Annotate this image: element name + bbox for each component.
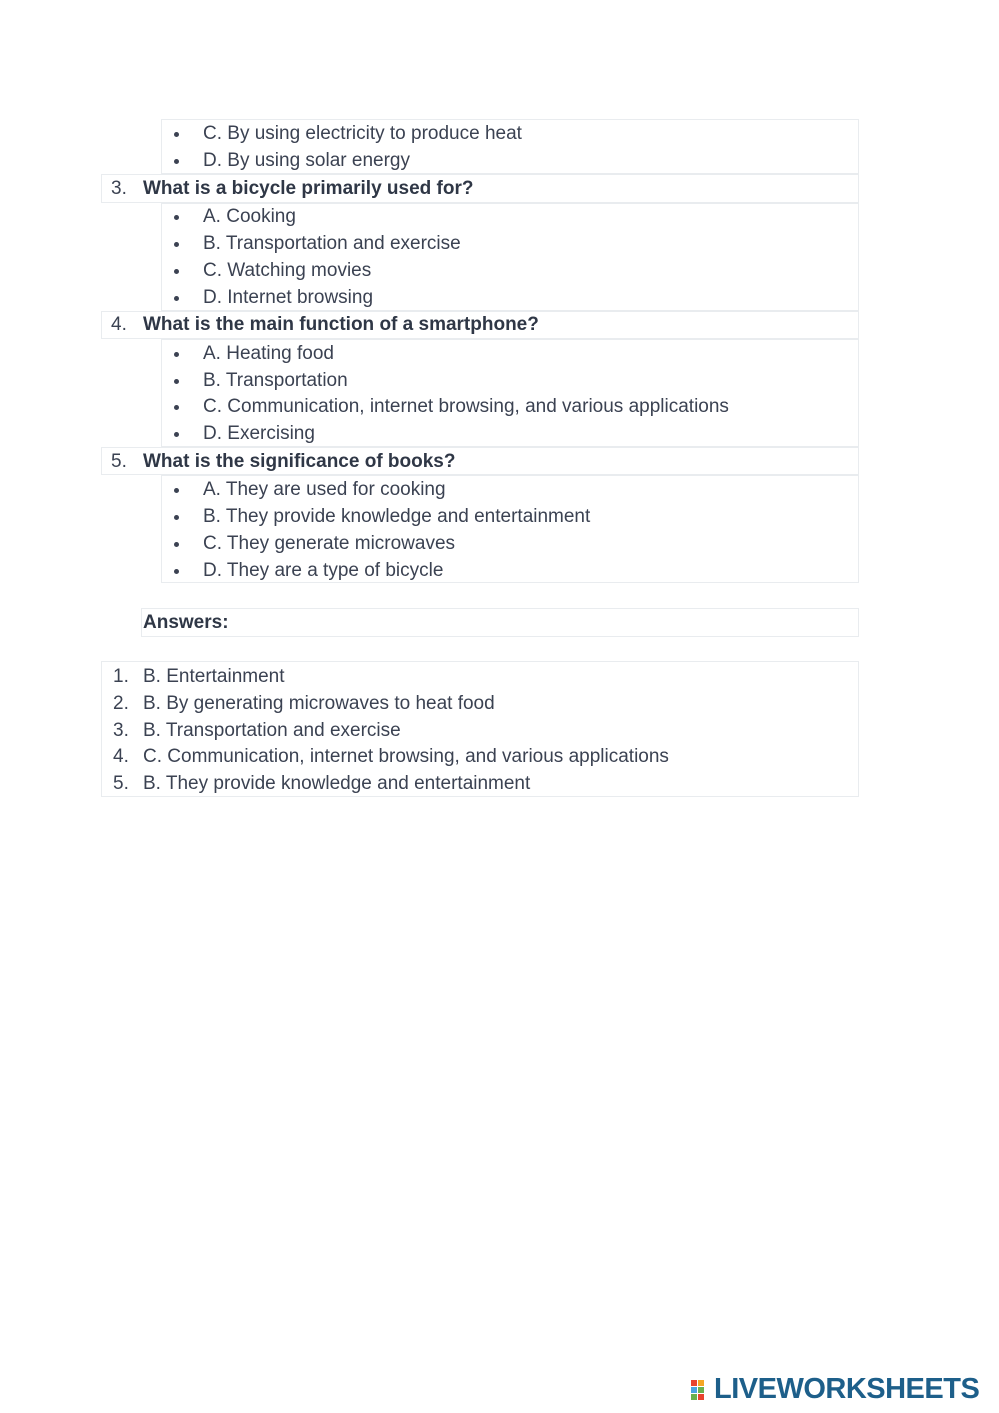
answer-text: B. By generating microwaves to heat food bbox=[143, 693, 495, 714]
answer-text: B. Transportation and exercise bbox=[143, 720, 401, 741]
question-text: What is the significance of books? bbox=[143, 451, 456, 472]
answer-text: B. They provide knowledge and entertainment bbox=[143, 773, 531, 794]
answer-number: 2. bbox=[113, 693, 129, 714]
option-text: D. Exercising bbox=[203, 423, 315, 444]
answer-number: 1. bbox=[113, 666, 129, 687]
answer-number: 4. bbox=[113, 746, 129, 767]
bullet-icon bbox=[174, 515, 179, 520]
bullet-icon bbox=[174, 432, 179, 437]
option-text: C. Watching movies bbox=[203, 260, 372, 281]
bullet-icon bbox=[174, 132, 179, 137]
bullet-icon bbox=[174, 379, 179, 384]
question-text: What is a bicycle primarily used for? bbox=[143, 178, 474, 199]
liveworksheets-logo[interactable] bbox=[690, 1373, 990, 1405]
option-text: B. Transportation bbox=[203, 370, 348, 391]
option-text: D. They are a type of bicycle bbox=[203, 560, 444, 581]
answer-text: B. Entertainment bbox=[143, 666, 285, 687]
option-text: D. Internet browsing bbox=[203, 287, 374, 308]
option-text: C. By using electricity to produce heat bbox=[203, 123, 522, 144]
bullet-icon bbox=[174, 269, 179, 274]
answer-text: C. Communication, internet browsing, and various applications bbox=[143, 746, 669, 767]
option-text: B. Transportation and exercise bbox=[203, 233, 461, 254]
bullet-icon bbox=[174, 488, 179, 493]
bullet-icon bbox=[174, 159, 179, 164]
answer-number: 3. bbox=[113, 720, 129, 741]
bullet-icon bbox=[174, 242, 179, 247]
option-text: B. They provide knowledge and entertainment bbox=[203, 506, 591, 527]
question-text: What is the main function of a smartphone? bbox=[143, 314, 539, 335]
option-text: D. By using solar energy bbox=[203, 150, 410, 171]
option-text: C. Communication, internet browsing, and various applications bbox=[203, 396, 729, 417]
bullet-icon bbox=[174, 296, 179, 301]
answers-heading-box bbox=[141, 608, 859, 637]
logo-text: LIVEWORKSHEETS bbox=[714, 1373, 980, 1405]
answer-number: 5. bbox=[113, 773, 129, 794]
logo-blocks-icon bbox=[690, 1379, 714, 1403]
bullet-icon bbox=[174, 352, 179, 357]
option-text: A. Cooking bbox=[203, 206, 296, 227]
option-text: C. They generate microwaves bbox=[203, 533, 456, 554]
option-text: A. They are used for cooking bbox=[203, 479, 446, 500]
bullet-icon bbox=[174, 215, 179, 220]
question-number: 5. bbox=[111, 451, 127, 472]
bullet-icon bbox=[174, 569, 179, 574]
bullet-icon bbox=[174, 405, 179, 410]
bullet-icon bbox=[174, 542, 179, 547]
question-number: 3. bbox=[111, 178, 127, 199]
option-text: A. Heating food bbox=[203, 343, 334, 364]
question-number: 4. bbox=[111, 314, 127, 335]
answers-heading: Answers: bbox=[143, 612, 229, 633]
